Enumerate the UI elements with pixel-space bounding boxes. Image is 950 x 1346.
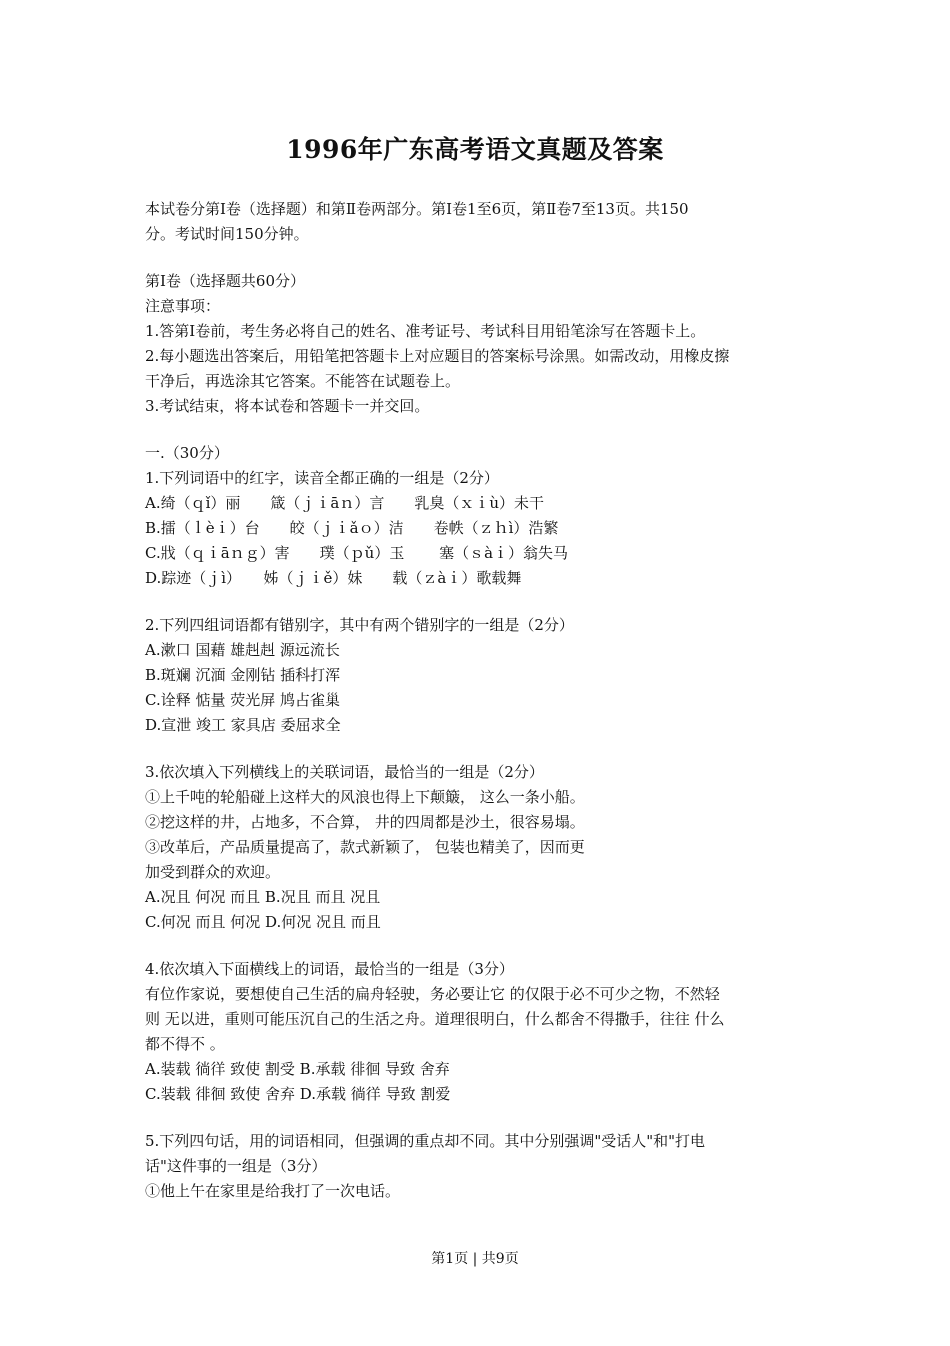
question-option: C.何况 而且 何况 D.何况 况且 而且 — [145, 913, 381, 931]
question-option: B.斑斓 沉湎 金刚钻 插科打浑 — [145, 666, 341, 684]
part-heading: 一.（30分） — [145, 444, 229, 462]
note-line: 干净后，再选涂其它答案。不能答在试题卷上。 — [145, 372, 461, 390]
question-option: C.装载 徘徊 致使 舍弃 D.承载 徜徉 导致 割爱 — [145, 1085, 451, 1103]
question-line: ①他上午在家里是给我打了一次电话。 — [145, 1182, 401, 1200]
document-title: 1996年广东高考语文真题及答案 — [286, 135, 664, 164]
question-option: A.装载 徜徉 致使 割受 B.承载 徘徊 导致 舍弃 — [145, 1060, 450, 1078]
note-line: 1.答第Ⅰ卷前，考生务必将自己的姓名、准考证号、考试科目用铅笔涂写在答题卡上。 — [145, 322, 706, 340]
intro-line: 分。考试时间150分钟。 — [145, 225, 309, 243]
question-line: 都不得不 。 — [145, 1035, 225, 1053]
intro-line: 本试卷分第Ⅰ卷（选择题）和第Ⅱ卷两部分。第Ⅰ卷1至6页，第Ⅱ卷7至13页。共150 — [145, 200, 689, 218]
question-option: A.况且 何况 而且 B.况且 而且 况且 — [145, 888, 381, 906]
question-stem: 3.依次填入下列横线上的关联词语，最恰当的一组是（2分） — [145, 763, 544, 781]
section-heading: 第Ⅰ卷（选择题共60分） — [145, 272, 306, 290]
question-stem: 话"这件事的一组是（3分） — [145, 1157, 327, 1175]
question-stem: 4.依次填入下面横线上的词语，最恰当的一组是（3分） — [145, 960, 514, 978]
question-option: D.踪迹（ｊì） 姊（ｊｉě）妹 载（ｚàｉ）歌载舞 — [145, 569, 522, 587]
question-option: C.诠释 惦量 荧光屏 鸠占雀巢 — [145, 691, 341, 709]
question-stem: 2.下列四组词语都有错别字，其中有两个错别字的一组是（2分） — [145, 616, 574, 634]
question-option: B.擂（ｌèｉ）台 皎（ｊｉǎｏ）洁 卷帙（ｚｈì）浩繁 — [145, 519, 559, 537]
question-option: A.漱口 国藉 雄赳赳 源远流长 — [145, 641, 340, 659]
page-footer: 第1页 | 共9页 — [431, 1251, 519, 1267]
question-line: ①上千吨的轮船碰上这样大的风浪也得上下颠簸， 这么一条小船。 — [145, 788, 585, 806]
question-line: ③改革后，产品质量提高了，款式新颖了， 包装也精美了，因而更 — [145, 838, 585, 856]
notes-label: 注意事项： — [145, 297, 221, 315]
question-line: 有位作家说，要想使自己生活的扁舟轻驶，务必要让它 的仅限于必不可少之物，不然轻 — [145, 985, 720, 1003]
document-body — [145, 197, 805, 1204]
question-line: 则 无以进，重则可能压沉自己的生活之舟。道理很明白，什么都舍不得撒手，往往 什么 — [145, 1010, 725, 1028]
question-option: C.戕（ｑｉāｎｇ）害 璞（ｐǔ）玉 塞（ｓàｉ）翁失马 — [145, 544, 569, 562]
question-option: A.绮（ｑǐ）丽 箴（ｊｉāｎ）言 乳臭（ｘｉù）未干 — [145, 494, 545, 512]
note-line: 2.每小题选出答案后，用铅笔把答题卡上对应题目的答案标号涂黑。如需改动，用橡皮擦 — [145, 347, 730, 365]
note-line: 3.考试结束，将本试卷和答题卡一并交回。 — [145, 397, 430, 415]
question-line: ②挖这样的井，占地多，不合算， 井的四周都是沙土，很容易塌。 — [145, 813, 585, 831]
question-stem: 1.下列词语中的红字，读音全都正确的一组是（2分） — [145, 469, 499, 487]
question-option: D.宣泄 竣工 家具店 委屈求全 — [145, 716, 341, 734]
question-stem: 5.下列四句话，用的词语相同，但强调的重点却不同。其中分别强调"受话人"和"打电 — [145, 1132, 706, 1150]
question-line: 加受到群众的欢迎。 — [145, 863, 281, 881]
